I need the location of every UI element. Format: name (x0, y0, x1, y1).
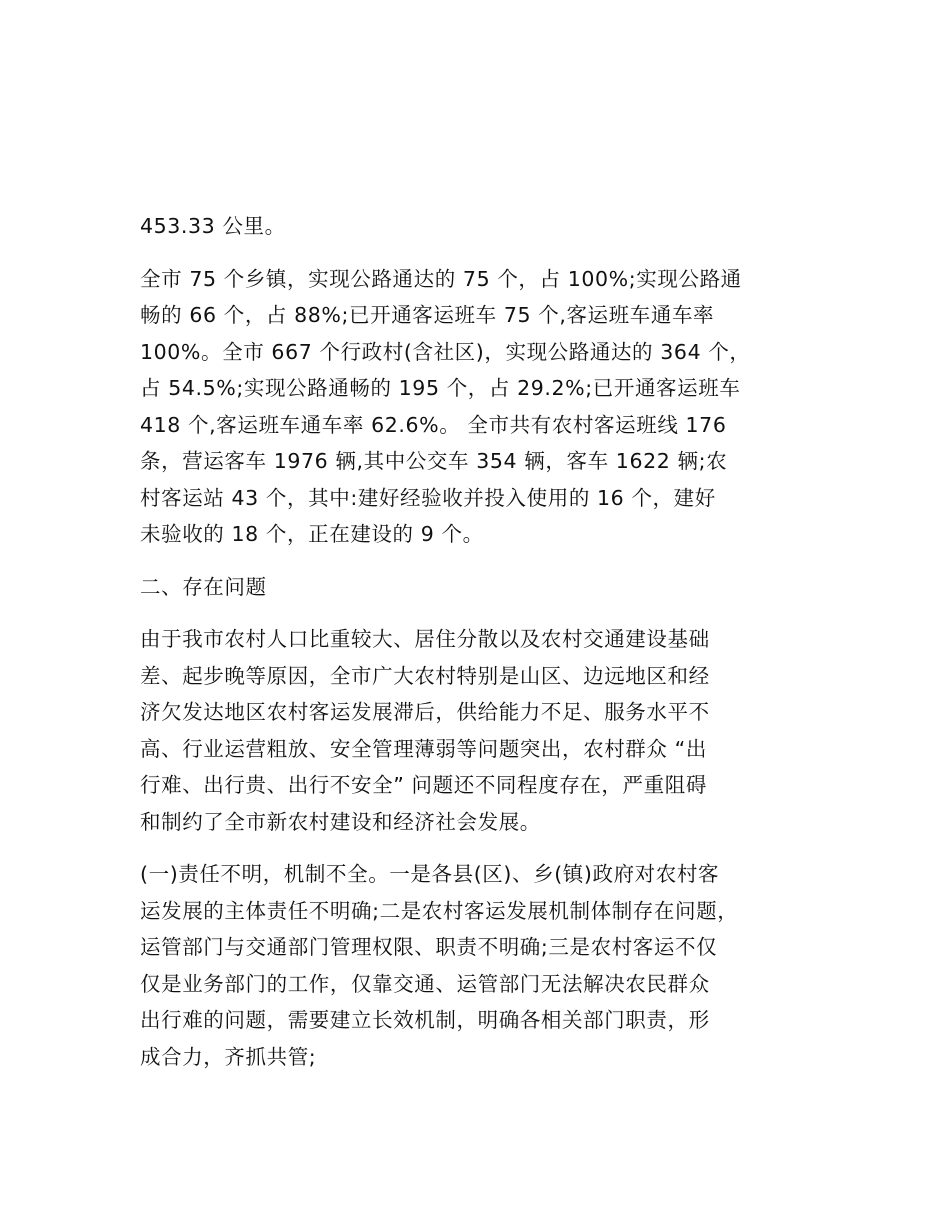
text-line: 出行难的问题，需要建立长效机制，明确各相关部门职责，形 (140, 1008, 710, 1032)
text-line: (一)责任不明，机制不全。一是各县(区)、乡(镇)政府对农村客 (140, 862, 720, 886)
paragraph-distance-total (140, 208, 840, 245)
text-line: 全市 75 个乡镇，实现公路通达的 75 个，占 100%;实现公路通 (140, 266, 742, 291)
paragraph-road-statistics (140, 261, 840, 553)
text-line: 济欠发达地区农村客运发展滞后，供给能力不足、服务水平不 (140, 700, 710, 724)
text-line: 和制约了全市新农村建设和经济社会发展。 (140, 809, 541, 834)
paragraph-responsibility-mechanism (140, 856, 840, 1075)
text-line: 418 个,客运班车通车率 62.6%。 全市共有农村客运班线 176 (140, 412, 727, 437)
text-line: 运管部门与交通部门管理权限、职责不明确;三是农村客运不仅 (140, 935, 718, 959)
text-line: 行难、出行贵、出行不安全” 问题还不同程度存在，严重阻碍 (140, 773, 707, 797)
section-heading: 二、存在问题 (140, 574, 267, 599)
section-heading-problems (140, 569, 840, 606)
text-line: 差、起步晚等原因，全市广大农村特别是山区、边远地区和经 (140, 663, 710, 688)
text-line: 高、行业运营粗放、安全管理薄弱等问题突出，农村群众 “出 (140, 736, 707, 761)
text-line: 运发展的主体责任不明确;二是农村客运发展机制体制存在问题， (140, 898, 739, 923)
text-line: 由于我市农村人口比重较大、居住分散以及农村交通建设基础 (140, 627, 710, 651)
text-line: 未验收的 18 个，正在建设的 9 个。 (140, 522, 484, 546)
text-line: 仅是业务部门的工作，仅靠交通、运管部门无法解决农民群众 (140, 971, 710, 996)
text-line: 畅的 66 个，占 88%;已开通客运班车 75 个,客运班车通车率 (140, 303, 715, 327)
text-line: 453.33 公里。 (140, 214, 286, 238)
text-line: 村客运站 43 个，其中:建好经验收并投入使用的 16 个，建好 (140, 485, 716, 510)
document-body (140, 208, 840, 1091)
text-line: 成合力，齐抓共管; (140, 1044, 317, 1069)
paragraph-problem-overview (140, 621, 840, 840)
text-line: 100%。全市 667 个行政村(含社区)，实现公路通达的 364 个， (140, 339, 751, 364)
text-line: 条，营运客车 1976 辆,其中公交车 354 辆，客车 1622 辆;农 (140, 449, 728, 473)
text-line: 占 54.5%;实现公路通畅的 195 个，占 29.2%;已开通客运班车 (140, 376, 741, 400)
